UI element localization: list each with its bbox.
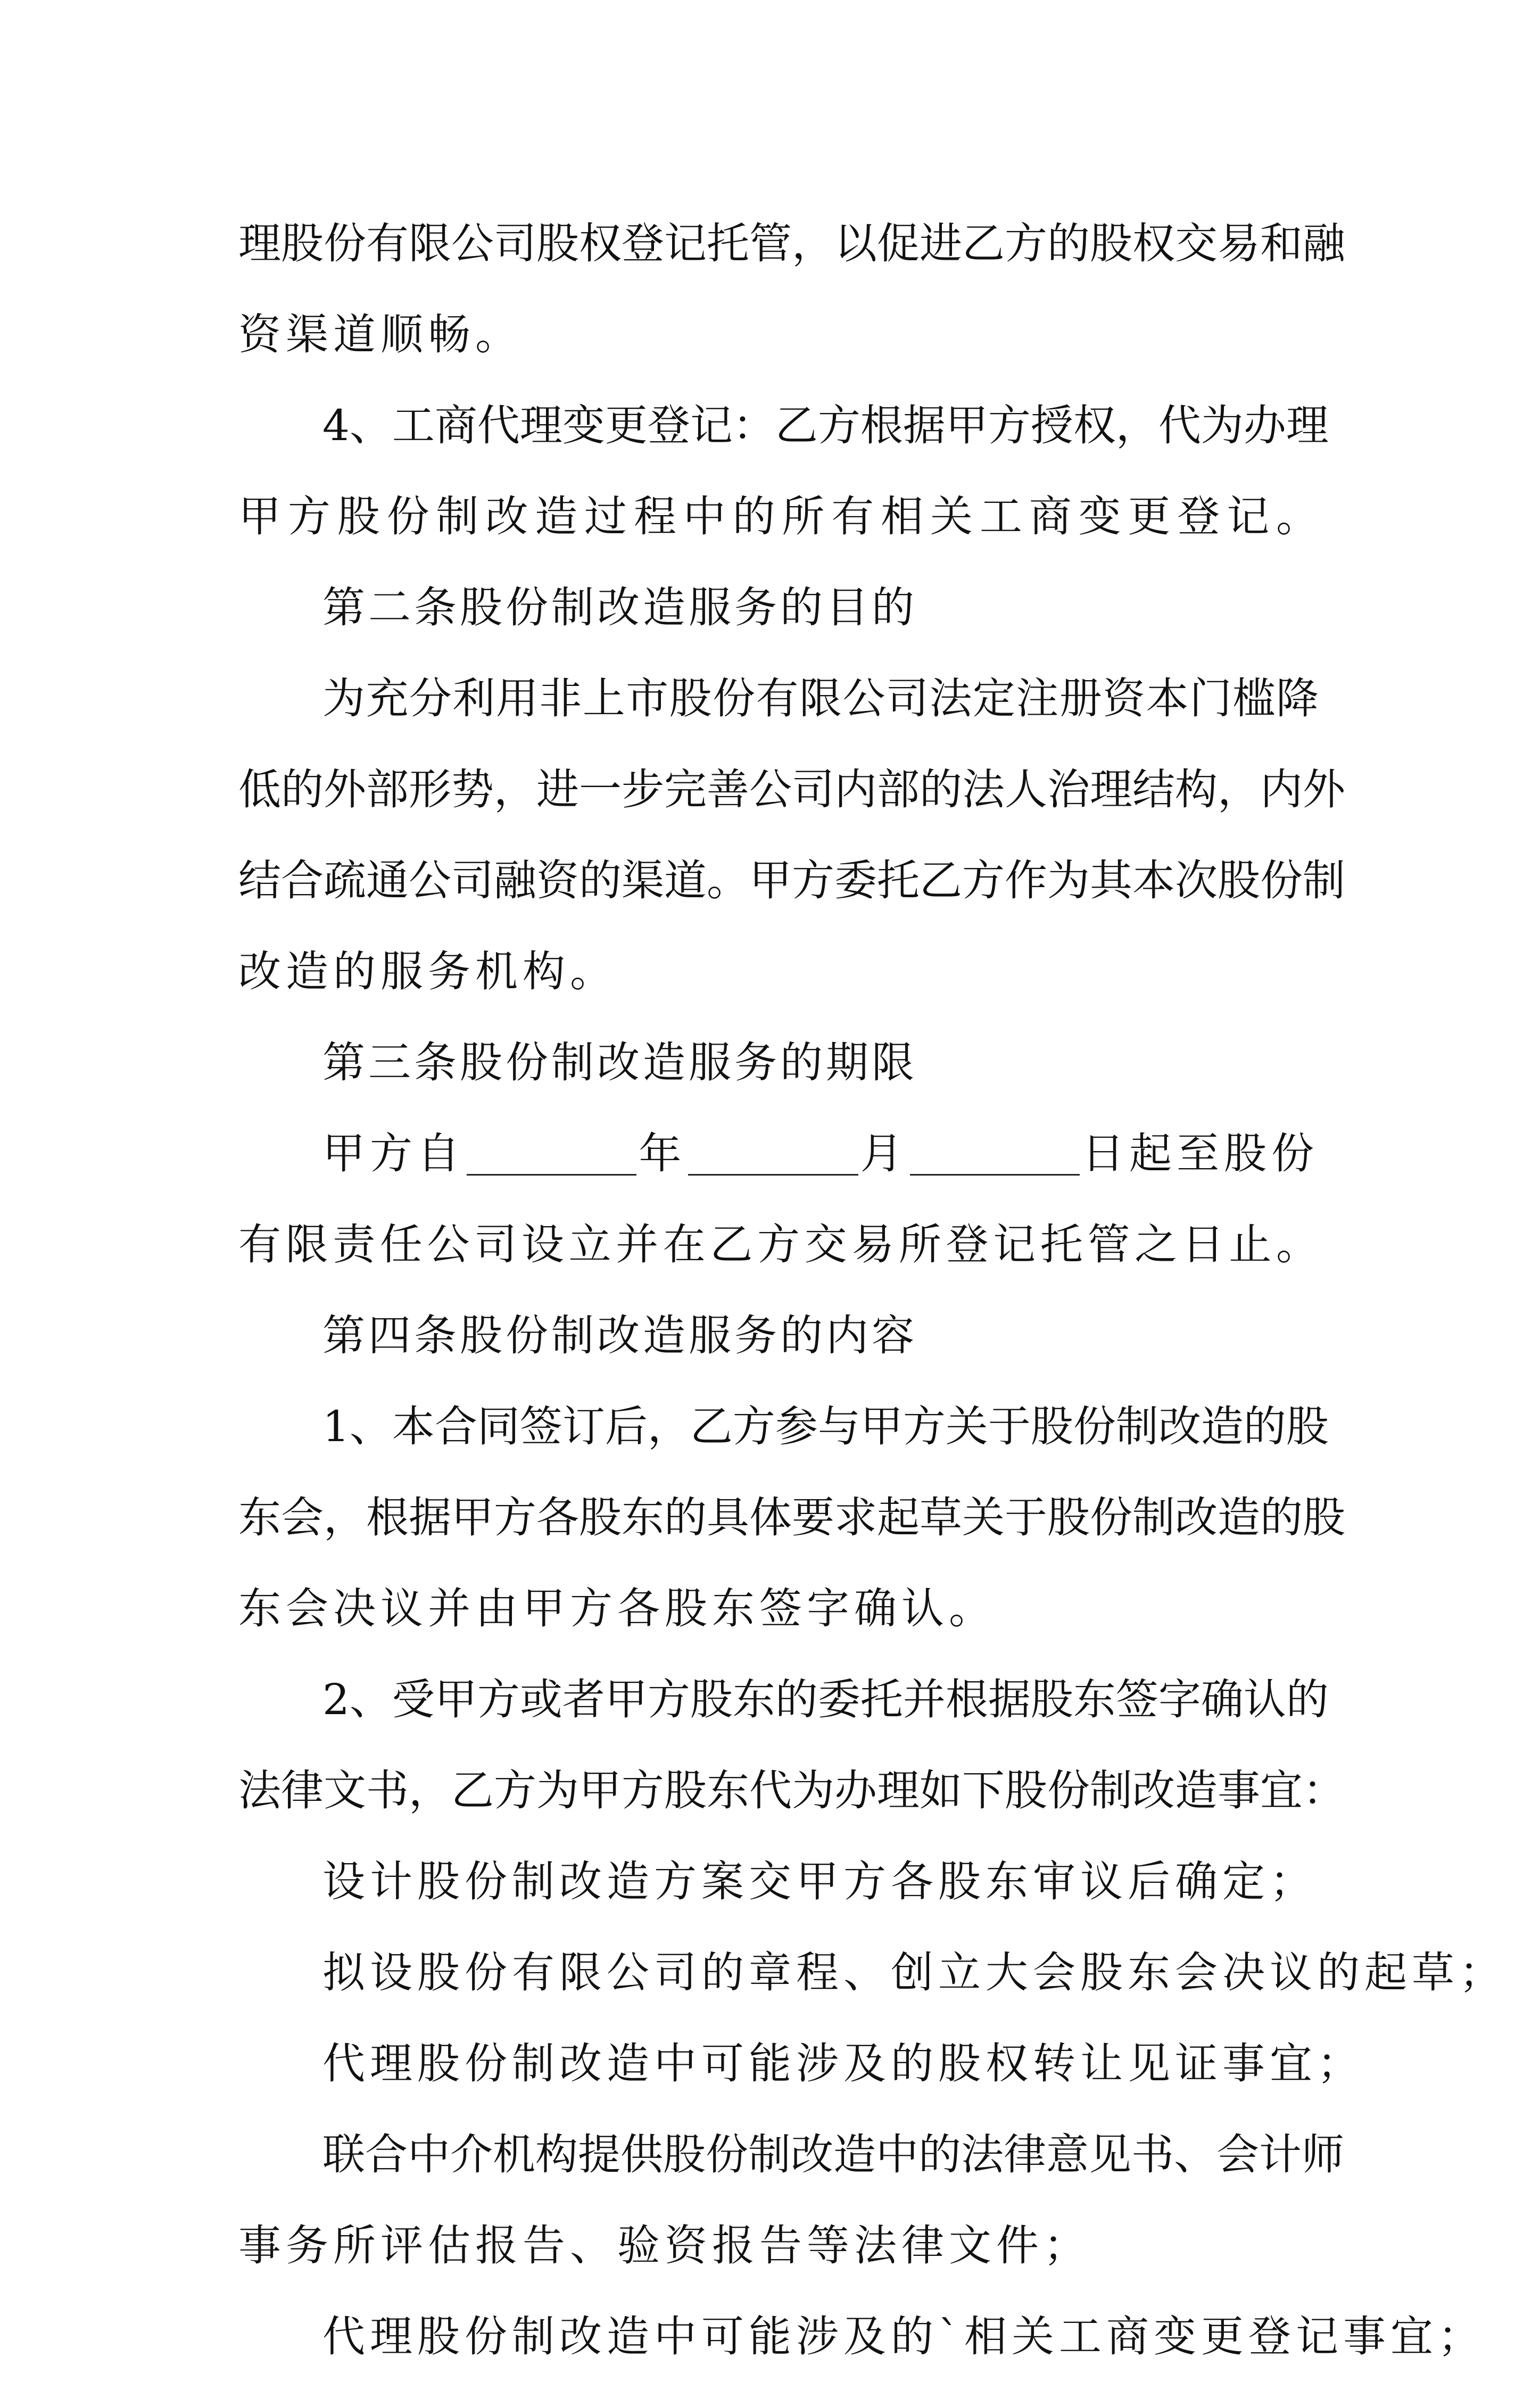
list-item: 联合中介机构提供股份制改造中的法律意见书、会计师 (322, 2130, 1344, 2179)
document-body (238, 198, 1506, 2382)
term-text-start: 甲方自 (322, 1129, 465, 1178)
list-item: 代理股份制改造中可能涉及的股权转让见证事宜； (322, 2039, 1364, 2088)
clause-4-line: 4、工商代理变更登记：乙方根据甲方授权，代为办理 (322, 401, 1329, 450)
paragraph-line: 事务所评估报告、验资报告等法律文件； (238, 2221, 1091, 2270)
paragraph-line: 法律文书，乙方为甲方股东代为办理如下股份制改造事宜： (238, 1766, 1345, 1815)
paragraph-line: 资渠道顺畅。 (238, 310, 523, 359)
list-item: 拟设股份有限公司的章程、创立大会股东会决议的起草； (322, 1948, 1506, 1997)
article-2-heading: 第二条股份制改造服务的目的 (322, 583, 917, 632)
paragraph-line: 结合疏通公司融资的渠道。甲方委托乙方作为其本次股份制 (238, 856, 1345, 905)
paragraph-line: 理股份有限公司股权登记托管，以促进乙方的股权交易和融 (238, 219, 1345, 268)
term-line (238, 1108, 1319, 1199)
paragraph-line: 甲方股份制改造过程中的所有相关工商变更登记。 (238, 492, 1319, 541)
clause-2-line: 2、受甲方或者甲方股东的委托并根据股东签字确认的 (322, 1675, 1329, 1724)
article-4-heading: 第四条股份制改造服务的内容 (322, 1311, 917, 1360)
year-blank (467, 1131, 636, 1176)
paragraph-line: 低的外部形势，进一步完善公司内部的法人治理结构，内外 (238, 765, 1345, 814)
paragraph-line: 东会，根据甲方各股东的具体要求起草关于股份制改造的股 (238, 1493, 1345, 1542)
list-item: 设计股份制改造方案交甲方各股东审议后确定； (322, 1857, 1317, 1906)
paragraph-line: 改造的服务机构。 (238, 947, 617, 996)
term-text-month: 月 (860, 1129, 908, 1178)
clause-1-line: 1、本合同签订后，乙方参与甲方关于股份制改造的股 (322, 1402, 1329, 1451)
term-text-year: 年 (639, 1129, 686, 1178)
article-3-heading: 第三条股份制改造服务的期限 (322, 1038, 917, 1087)
list-item: 代理股份制改造中可能涉及的`相关工商变更登记事宜； (322, 2312, 1485, 2361)
paragraph-line: 为充分利用非上市股份有限公司法定注册资本门槛降 (322, 674, 1319, 723)
paragraph-line: 东会决议并由甲方各股东签字确认。 (238, 1584, 996, 1633)
month-blank (688, 1131, 858, 1176)
paragraph-line: 有限责任公司设立并在乙方交易所登记托管之日止。 (238, 1220, 1319, 1269)
term-text-end: 日起至股份 (1081, 1129, 1319, 1178)
day-blank (910, 1131, 1080, 1176)
